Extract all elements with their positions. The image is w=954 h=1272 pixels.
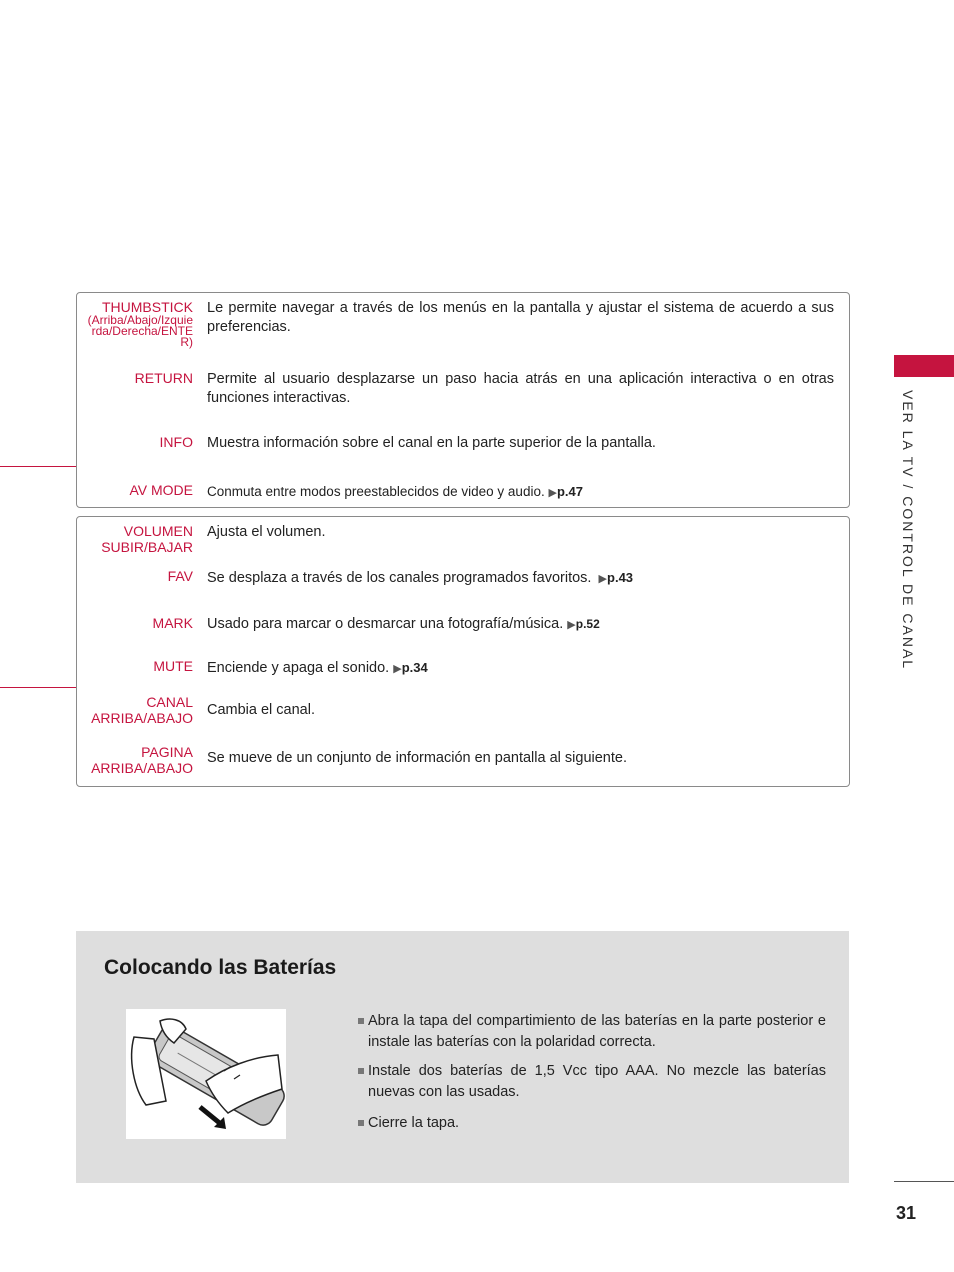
arrow-icon: ▶ [595, 573, 608, 585]
page-ref: p.43 [607, 570, 634, 585]
button-label: PAGINA ARRIBA/ABAJO [91, 744, 193, 776]
list-item: Abra la tapa del compartimiento de las baterías en la parte posterior e instale las baterías con la polaridad correcta. [358, 1011, 826, 1053]
button-description: Cambia el canal. [207, 702, 315, 718]
button-description: Le permite navegar a través de los menús en la pantalla y ajustar el sistema de acuerdo a sus preferencias. [207, 300, 834, 335]
button-label: INFO [159, 434, 193, 450]
button-description: Permite al usuario desplazarse un paso hacia atrás en una aplicación interactiva o en otras funciones interactivas. [207, 371, 834, 406]
margin-mark [0, 466, 77, 467]
arrow-icon: ▶ [548, 487, 557, 499]
button-table-1 [76, 292, 850, 508]
button-label: AV MODE [129, 482, 193, 498]
button-label: MUTE [153, 658, 193, 674]
margin-mark [0, 687, 77, 688]
button-description: Usado para marcar o desmarcar una fotografía/música. ▶p.52 [207, 616, 600, 632]
button-label: RETURN [134, 370, 193, 386]
section-tab [894, 355, 954, 377]
button-description: Muestra información sobre el canal en la parte superior de la pantalla. [207, 435, 656, 451]
batteries-panel [76, 931, 849, 1183]
arrow-icon: ▶ [393, 663, 402, 675]
instruction-list [358, 1011, 826, 1142]
button-label: MARK [152, 615, 193, 631]
button-label: FAV [167, 568, 193, 584]
bullet-square-icon [358, 1120, 364, 1126]
button-label: VOLUMEN SUBIR/BAJAR [101, 523, 193, 555]
button-description: Se desplaza a través de los canales programados favoritos. ▶p.43 [207, 570, 634, 586]
button-description: Conmuta entre modos preestablecidos de video y audio. ▶p.47 [207, 484, 583, 499]
bullet-square-icon [358, 1068, 364, 1074]
button-sublabel: (Arriba/Abajo/Izquierda/Derecha/ENTER) [87, 313, 193, 349]
button-label: CANAL ARRIBA/ABAJO [91, 694, 193, 726]
page-ref: p.52 [575, 617, 600, 631]
list-item: Cierre la tapa. [358, 1113, 826, 1134]
battery-install-illustration [126, 1009, 286, 1139]
bullet-square-icon [358, 1018, 364, 1024]
button-description: Se mueve de un conjunto de información en pantalla al siguiente. [207, 750, 627, 766]
page-ref: p.47 [556, 484, 583, 499]
arrow-icon: ▶ [567, 619, 576, 631]
section-title: VER LA TV / CONTROL DE CANAL [900, 390, 916, 671]
panel-title: Colocando las Baterías [104, 956, 337, 979]
button-label: THUMBSTICK (Arriba/Abajo/Izquierda/Derecha/ENTER) [87, 299, 193, 349]
button-table-2 [76, 516, 850, 787]
page-ref: p.34 [401, 660, 428, 675]
button-description: Ajusta el volumen. [207, 524, 326, 540]
button-description: Enciende y apaga el sonido. ▶p.34 [207, 660, 428, 676]
footer-rule [894, 1181, 954, 1182]
list-item: Instale dos baterías de 1,5 Vcc tipo AAA. No mezcle las baterías nuevas con las usadas. [358, 1061, 826, 1103]
page-number: 31 [896, 1203, 917, 1223]
